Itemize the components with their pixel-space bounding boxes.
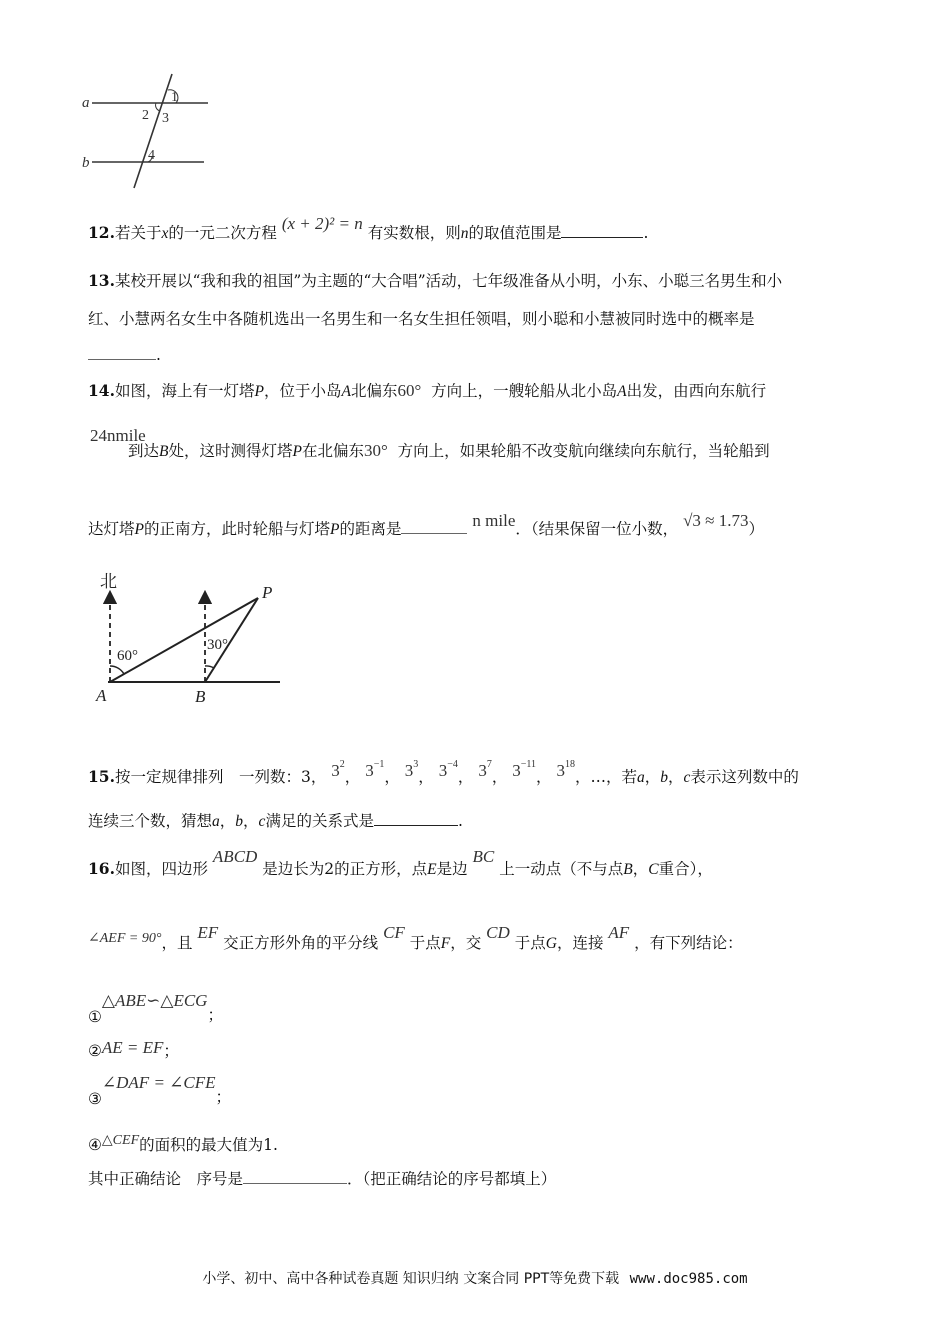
q16-text: ，连接 xyxy=(556,934,604,952)
q16-number: 16. xyxy=(88,859,115,878)
conclusion-3 xyxy=(88,1073,232,1108)
point-b-label: B xyxy=(195,687,206,706)
q12-end: . xyxy=(643,224,649,242)
q16-angle-aef: ∠AEF = 90° xyxy=(88,931,162,946)
lighthouse-figure xyxy=(88,565,298,715)
q12-text: 若关于 xyxy=(114,224,162,242)
conclusion-1-end: ； xyxy=(207,1006,223,1024)
q14-text: ） xyxy=(748,520,765,538)
question-16-line-2 xyxy=(88,923,743,956)
q14-text: 的正南方，此时轮船与灯塔 xyxy=(143,520,330,538)
q15-number: 15. xyxy=(88,767,115,786)
q15-answer-blank[interactable] xyxy=(374,811,458,826)
q16-point-e: E xyxy=(427,861,437,878)
angle-2-label: 2 xyxy=(142,108,149,123)
q12-var-n: n xyxy=(460,225,469,242)
q16-text: 其中正确结论 序号是 xyxy=(88,1170,244,1188)
q16-abcd: ABCD xyxy=(212,847,258,866)
conclusion-4-formula: △CEF xyxy=(101,1133,140,1148)
question-14-line-1 xyxy=(88,380,766,403)
q16-text: 是边长为2的正方形，点 xyxy=(262,860,428,878)
question-13-line-1 xyxy=(88,270,782,292)
q14-text: ．（结果保留一位小数， xyxy=(515,520,679,538)
q16-point-b: B xyxy=(623,861,633,878)
q16-text: ，且 xyxy=(161,934,193,952)
q14-text: ，位于小岛 xyxy=(263,382,342,400)
conclusion-2-end: ； xyxy=(163,1042,179,1060)
question-14-line-2 xyxy=(128,440,770,463)
q14-text: 出发，由西向东航行 xyxy=(626,382,767,400)
q14-point-b: B xyxy=(159,443,169,460)
q15-term: $3^{-1}$ xyxy=(365,759,385,780)
q13-answer-blank[interactable] xyxy=(88,345,156,360)
q15-text: 连续三个数，猜想 xyxy=(88,812,213,830)
q15-text: 表示这列数中的 xyxy=(690,768,799,786)
angle-60-label: 60° xyxy=(117,648,138,664)
q14-text: 方向上，一艘轮船从北小岛 xyxy=(431,382,618,400)
page-footer xyxy=(0,1268,950,1288)
conclusion-4-number: ④ xyxy=(88,1136,102,1154)
q15-text: 按一定规律排列 一列数：3， xyxy=(114,768,327,786)
q14-text: 达灯塔 xyxy=(88,520,135,538)
question-12 xyxy=(88,214,649,245)
q12-text: 的一元二次方程 xyxy=(168,224,277,242)
q14-text: 在北偏东 xyxy=(301,442,364,460)
q16-bc: BC xyxy=(472,847,495,866)
q12-number: 12. xyxy=(88,223,115,242)
q14-text: 到达 xyxy=(128,442,160,460)
q14-point-p: P xyxy=(292,443,302,460)
q14-angle-30: 30° xyxy=(363,441,388,460)
conclusion-2-formula: AE = EF xyxy=(101,1038,164,1057)
q14-unit: n mile xyxy=(472,511,516,530)
q14-number: 14. xyxy=(88,381,115,400)
q16-text: 上一动点（不与点 xyxy=(499,860,624,878)
q16-cf: CF xyxy=(383,923,405,942)
q15-term: $3^{-4}$ xyxy=(438,759,458,780)
q16-ef: EF xyxy=(197,923,219,942)
q14-point-p: P xyxy=(134,521,144,538)
q16-point-g: G xyxy=(545,935,557,952)
conclusion-1-formula: △ABE∽△ECG xyxy=(101,991,208,1010)
q14-angle-60: 60° xyxy=(397,381,422,400)
q13-end: . xyxy=(156,346,161,364)
line-b-label: b xyxy=(82,155,90,171)
conclusion-4 xyxy=(88,1134,278,1158)
q14-text: 处，这时测得灯塔 xyxy=(168,442,293,460)
q12-answer-blank[interactable] xyxy=(561,223,643,238)
q15-var-b: b xyxy=(660,769,668,786)
q15-term: $3^7$ xyxy=(478,759,492,780)
q16-text: 于点 xyxy=(514,934,546,952)
q16-text: ，有下列结论： xyxy=(634,934,743,952)
question-15-line-1: 15.按一定规律排列 一列数：3， $3^2$， $3^{-1}$， $3^3$， $3^{-4}$， $3^7$， $3^{-11}$， $3^{18}$，…，若a，b，c表示这列数中的 xyxy=(88,759,799,786)
conclusion-2 xyxy=(88,1040,179,1062)
q14-distance: 24nmile xyxy=(90,426,146,445)
q16-text: 交正方形外角的平分线 xyxy=(223,934,379,952)
q14-text: 北偏东 xyxy=(350,382,398,400)
q16-cd: CD xyxy=(486,923,510,942)
q15-text: 满足的关系式是 xyxy=(265,812,374,830)
angle-30-label: 30° xyxy=(207,637,228,653)
q16-point-c: C xyxy=(648,861,659,878)
q16-final-line xyxy=(88,1168,556,1190)
question-13-line-2 xyxy=(88,308,755,330)
q12-var-x: x xyxy=(161,225,169,242)
conclusion-1 xyxy=(88,991,223,1026)
q16-text: 是边 xyxy=(436,860,468,878)
q14-sqrt3: √3 ≈ 1.73 xyxy=(683,511,749,530)
conclusion-1-number: ① xyxy=(88,1008,102,1026)
q15-term: $3^{18}$ xyxy=(556,759,575,780)
q15-term: $3^2$ xyxy=(331,759,345,780)
q16-text: 如图，四边形 xyxy=(114,860,208,878)
q15-term: $3^3$ xyxy=(404,759,419,780)
q15-term: $3^{-11}$ xyxy=(512,759,537,780)
conclusion-4-text: 的面积的最大值为1. xyxy=(139,1136,278,1154)
conclusion-3-end: ； xyxy=(215,1088,232,1106)
q14-answer-blank[interactable] xyxy=(401,519,467,534)
q16-af: AF xyxy=(608,923,630,942)
question-14-line-3 xyxy=(88,511,765,541)
footer-text: 小学、初中、高中各种试卷真题 知识归纳 文案合同 PPT等免费下载 xyxy=(202,1271,620,1287)
question-16-line-1: 16.如图，四边形 ABCD 是边长为2的正方形，点E是边 BC 上一动点（不与点B，C重合）， xyxy=(88,847,713,878)
parallel-lines-figure xyxy=(80,70,220,195)
q15-end: . xyxy=(457,812,463,830)
q13-number: 13. xyxy=(88,271,115,290)
conclusion-3-formula: ∠DAF = ∠CFE xyxy=(101,1073,216,1092)
q15-var-c: c xyxy=(683,769,691,786)
q15-var-a: a xyxy=(212,813,220,830)
q14-text: 如图，海上有一灯塔 xyxy=(114,382,255,400)
q14-point-a: A xyxy=(617,383,627,400)
conclusion-2-number: ② xyxy=(88,1042,102,1060)
q14-text: 的距离是 xyxy=(339,520,402,538)
q16-point-f: F xyxy=(440,935,451,952)
q15-var-c: c xyxy=(258,813,266,830)
q15-text: ，…，若 xyxy=(574,768,637,786)
q15-var-b: b xyxy=(235,813,244,830)
q12-text: 的取值范围是 xyxy=(468,224,562,242)
q16-text: ，交 xyxy=(450,934,482,952)
q16-answer-blank[interactable] xyxy=(243,1169,347,1184)
q16-text: 于点 xyxy=(409,934,441,952)
angle-1-label: 1 xyxy=(171,90,178,105)
north-label: 北 xyxy=(100,572,117,591)
q13-text: 某校开展以“我和我的祖国”为主题的“大合唱”活动，七年级准备从小明，小东、小聪三名男生和小 xyxy=(114,272,783,290)
conclusion-3-number: ③ xyxy=(88,1090,102,1108)
q12-equation: (x + 2)² = n xyxy=(281,214,363,233)
q15-var-a: a xyxy=(636,769,645,786)
q13-text: 红、小慧两名女生中各随机选出一名男生和一名女生担任领唱，则小聪和小慧被同时选中的概率是 xyxy=(88,310,755,328)
question-15-line-2: 连续三个数，猜想a，b，c满足的关系式是 . xyxy=(88,812,463,830)
q16-text: 重合）， xyxy=(658,860,713,878)
angle-3-label: 3 xyxy=(162,111,169,126)
question-13-line-3 xyxy=(88,344,161,366)
footer-url[interactable]: www.doc985.com xyxy=(629,1271,748,1287)
point-a-label: A xyxy=(96,686,107,705)
angle-4-label: 4 xyxy=(148,148,155,163)
q14-point-p: P xyxy=(254,383,264,400)
q14-point-p: P xyxy=(330,521,340,538)
q14-text: 方向上，如果轮船不改变航向继续向东航行，当轮船到 xyxy=(397,442,770,460)
point-p-label: P xyxy=(262,583,273,602)
line-a-label: a xyxy=(82,95,90,111)
q12-text: 有实数根，则 xyxy=(367,224,461,242)
q16-text: ．（把正确结论的序号都填上） xyxy=(347,1170,557,1188)
q14-point-a: A xyxy=(341,383,351,400)
